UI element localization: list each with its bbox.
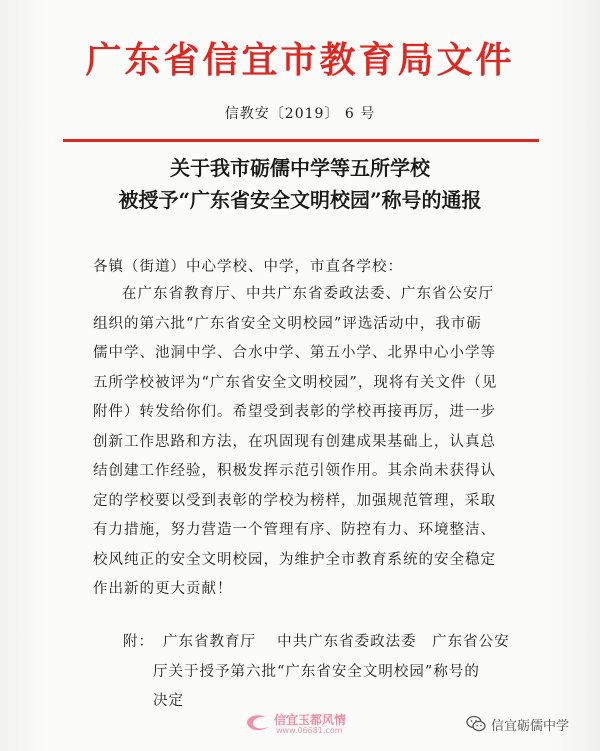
body-line: 有力措施，努力营造一个管理有序、防控有力、环境整洁、 — [93, 522, 496, 538]
body-line: 五所学校被评为“广东省安全文明校园”，现将有关文件（见 — [93, 374, 498, 391]
body-line: 作出新的更大贡献！ — [93, 581, 233, 597]
wechat-account-tag — [466, 713, 596, 735]
title-line-2: 被授予“广东省安全文明校园”称号的通报 — [118, 188, 482, 212]
body-line: 定的学校要以受到表彰的学校为榜样，加强规范管理，采取 — [93, 492, 496, 509]
body-line: 校风纯正的安全文明校园，为维护全市教育系统的安全稳定 — [93, 551, 496, 568]
body-text — [93, 280, 533, 605]
body-line: 在广东省教育厅、中共广东省委政法委、广东省公安厅 — [122, 286, 494, 302]
salutation: 各镇（街道）中心学校、中学，市直各学校： — [93, 259, 403, 275]
document-number: 信教安〔2019〕 6 号 — [224, 106, 376, 122]
body-line: 组织的第六批“广东省安全文明校园”评选活动中，我市砺 — [93, 315, 482, 332]
attachment-row — [123, 628, 543, 658]
wechat-icon — [466, 715, 486, 733]
body-line: 儒中学、池洞中学、合水中学、第五小学、北界中心小学等 — [93, 345, 496, 361]
watermark-url: www.06681.com — [276, 726, 343, 735]
body-line: 创新工作思路和方法，在巩固现有创建成果基础上，认真总 — [93, 433, 496, 450]
red-divider — [63, 139, 539, 142]
document-title — [0, 152, 600, 216]
issuer-header: 广东省信宜市教育局文件 — [85, 40, 515, 81]
title-line-1: 关于我市砺儒中学等五所学校 — [170, 156, 430, 180]
attachment-line-3: 决定 — [153, 693, 184, 709]
site-watermark — [244, 708, 379, 738]
body-line: 附件）转发给你们。希望受到表彰的学校再接再厉，进一步 — [93, 404, 496, 420]
attachment-block — [123, 628, 543, 717]
watermark-name: 信宜玉都风情 — [274, 713, 347, 727]
attachment-label: 附： — [123, 634, 154, 650]
attachment-line-1: 广东省教育厅 中共广东省委政法委 广东省公安 — [163, 634, 510, 650]
attachment-line-2: 厅关于授予第六批“广东省安全文明校园”称号的 — [153, 663, 480, 680]
body-line: 结创建工作经验，积极发挥示范引领作用。其余尚未获得认 — [93, 463, 496, 479]
wechat-account-name: 信宜砺儒中学 — [491, 718, 570, 734]
watermark-logo-icon — [244, 711, 272, 733]
